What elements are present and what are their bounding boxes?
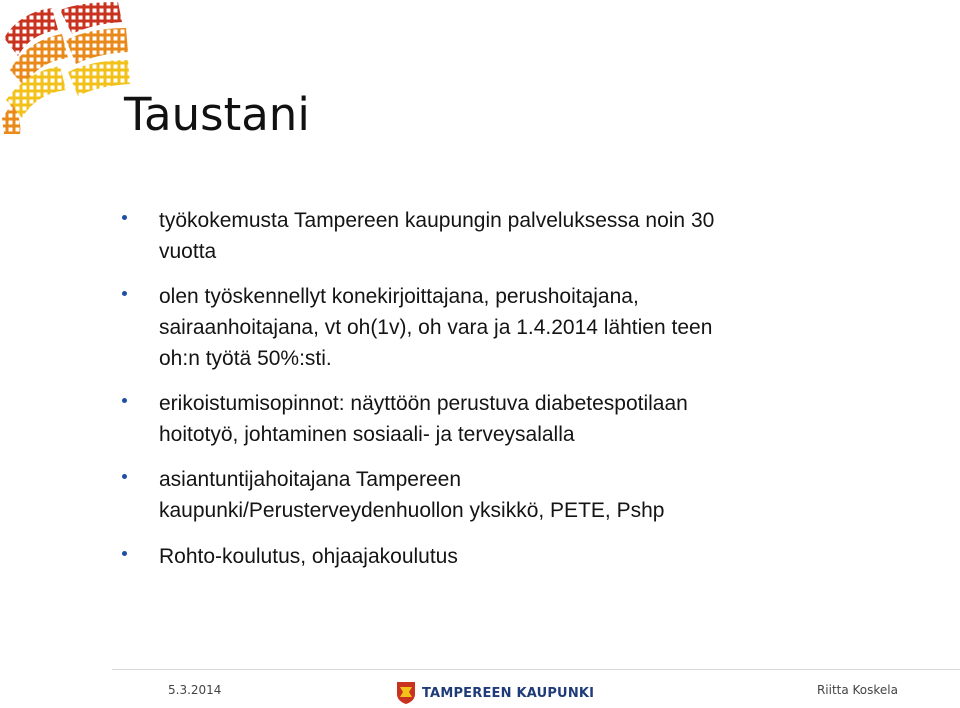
- bullet-item: [122, 281, 842, 374]
- bullet-item: [122, 464, 842, 526]
- bullet-line: sairaanhoitajana, vt oh(1v), oh vara ja 1.4.2014 lähtien teen: [159, 316, 713, 339]
- bullet-dot-icon: [122, 215, 127, 220]
- bullet-line: olen työskennellyt konekirjoittajana, perushoitajana,: [159, 285, 639, 308]
- bullet-item: [122, 388, 842, 450]
- bullet-item: [122, 541, 842, 572]
- bullet-line: erikoistumisopinnot: näyttöön perustuva diabetespotilaan: [159, 392, 688, 415]
- slide-title: Taustani: [124, 88, 310, 141]
- bullet-line: Rohto-koulutus, ohjaajakoulutus: [159, 545, 458, 568]
- bullet-item: [122, 205, 842, 267]
- bullet-dot-icon: [122, 551, 127, 556]
- bullet-dot-icon: [122, 291, 127, 296]
- footer-author: Riitta Koskela: [816, 683, 898, 697]
- footer-brand-name: TAMPEREEN KAUPUNKI: [422, 685, 595, 701]
- bullet-line: oh:n työtä 50%:sti.: [159, 347, 332, 370]
- footer-brand: [396, 680, 594, 706]
- bullet-line: työkokemusta Tampereen kaupungin palveluksessa noin 30: [159, 209, 715, 232]
- footer-date: 5.3.2014: [168, 683, 222, 697]
- bullet-line: vuotta: [159, 240, 217, 263]
- footer-divider: [112, 669, 960, 670]
- woven-pattern-logo-icon: [0, 0, 140, 135]
- bullet-dot-icon: [122, 474, 127, 479]
- bullet-line: kaupunki/Perusterveydenhuollon yksikkö, PETE, Pshp: [159, 499, 665, 522]
- tampere-coat-of-arms-icon: [396, 681, 416, 705]
- bullet-list: [122, 205, 842, 572]
- bullet-line: asiantuntijahoitajana Tampereen: [159, 468, 461, 491]
- bullet-line: hoitotyö, johtaminen sosiaali- ja terveysalalla: [159, 423, 575, 446]
- bullet-dot-icon: [122, 398, 127, 403]
